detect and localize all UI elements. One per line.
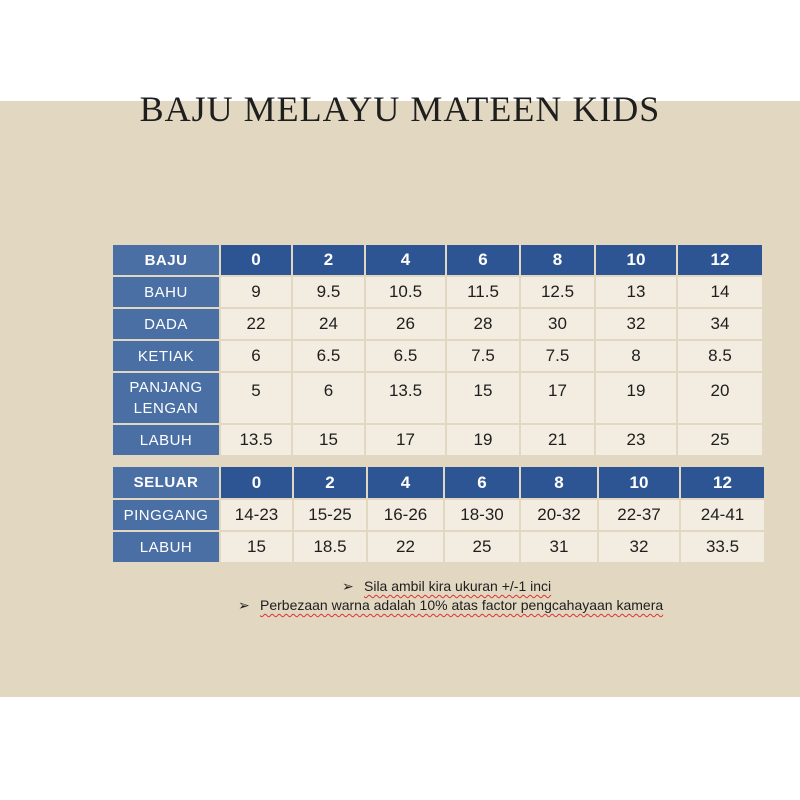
header-cell: 4: [365, 244, 446, 276]
table-cell: 15: [292, 424, 365, 456]
note-text: Sila ambil kira ukuran +/-1 inci: [364, 578, 552, 594]
table-cell: 15: [220, 531, 293, 563]
table-cell: 15: [446, 372, 520, 424]
table-cell: 34: [677, 308, 763, 340]
header-cell: 4: [367, 466, 444, 499]
table-cell: 7.5: [446, 340, 520, 372]
row-label: LABUH: [112, 531, 220, 563]
table-cell: 24: [292, 308, 365, 340]
table-row: [112, 372, 763, 424]
table-cell: 18-30: [444, 499, 520, 531]
table-cell: 17: [365, 424, 446, 456]
table-cell: 22-37: [598, 499, 680, 531]
header-cell: 8: [520, 244, 595, 276]
header-cell: 2: [292, 244, 365, 276]
table-cell: 33.5: [680, 531, 765, 563]
table-cell: 14: [677, 276, 763, 308]
table-cell: 21: [520, 424, 595, 456]
table-cell: 30: [520, 308, 595, 340]
table-cell: 5: [220, 372, 292, 424]
seluar-size-table: [111, 465, 766, 564]
table-cell: 6: [220, 340, 292, 372]
header-cell: 10: [598, 466, 680, 499]
header-cell: 0: [220, 244, 292, 276]
table-row: [112, 276, 763, 308]
row-label-line: LENGAN: [133, 400, 199, 417]
page-title: BAJU MELAYU MATEEN KIDS: [139, 89, 661, 129]
table-cell: 23: [595, 424, 677, 456]
row-label-line: PANJANG: [129, 379, 203, 396]
row-label: LABUH: [112, 424, 220, 456]
table-cell: 20-32: [520, 499, 598, 531]
table-cell: 6: [292, 372, 365, 424]
table-cell: 13: [595, 276, 677, 308]
header-cell: 2: [293, 466, 367, 499]
table-header-row: [112, 244, 763, 276]
table-cell: 8.5: [677, 340, 763, 372]
header-cell: 12: [680, 466, 765, 499]
row-label: KETIAK: [112, 340, 220, 372]
table-row: [112, 308, 763, 340]
table-cell: 15-25: [293, 499, 367, 531]
table-cell: 9.5: [292, 276, 365, 308]
table-cell: 22: [220, 308, 292, 340]
table-cell: 6.5: [292, 340, 365, 372]
table-row: [112, 499, 765, 531]
table-row: [112, 531, 765, 563]
row-label: PINGGANG: [112, 499, 220, 531]
row-label: BAHU: [112, 276, 220, 308]
table-cell: 18.5: [293, 531, 367, 563]
table-cell: 6.5: [365, 340, 446, 372]
table-cell: 10.5: [365, 276, 446, 308]
table-cell: 28: [446, 308, 520, 340]
header-cell: 6: [446, 244, 520, 276]
header-cell: 12: [677, 244, 763, 276]
table-cell: 22: [367, 531, 444, 563]
table-cell: 19: [595, 372, 677, 424]
table-cell: 9: [220, 276, 292, 308]
header-cell: 0: [220, 466, 293, 499]
baju-size-table: [111, 243, 764, 457]
table-cell: 7.5: [520, 340, 595, 372]
note-text: Perbezaan warna adalah 10% atas factor pengcahayaan kamera: [260, 597, 664, 613]
table-cell: 13.5: [220, 424, 292, 456]
header-cell: SELUAR: [112, 466, 220, 499]
table-cell: 17: [520, 372, 595, 424]
table-cell: 32: [598, 531, 680, 563]
note-item: [238, 597, 663, 614]
arrow-bullet-icon: ➢: [342, 578, 354, 594]
table-cell: 25: [677, 424, 763, 456]
table-header-row: [112, 466, 765, 499]
table-cell: 8: [595, 340, 677, 372]
table-cell: 25: [444, 531, 520, 563]
table-cell: 14-23: [220, 499, 293, 531]
table-cell: 13.5: [365, 372, 446, 424]
table-cell: 19: [446, 424, 520, 456]
header-cell: BAJU: [112, 244, 220, 276]
row-label: [112, 372, 220, 424]
table-row: [112, 340, 763, 372]
header-cell: 6: [444, 466, 520, 499]
row-label: DADA: [112, 308, 220, 340]
table-cell: 24-41: [680, 499, 765, 531]
table-cell: 20: [677, 372, 763, 424]
table-cell: 11.5: [446, 276, 520, 308]
arrow-bullet-icon: ➢: [238, 597, 250, 613]
header-cell: 10: [595, 244, 677, 276]
table-cell: 26: [365, 308, 446, 340]
table-cell: 16-26: [367, 499, 444, 531]
note-item: [342, 578, 551, 595]
table-cell: 12.5: [520, 276, 595, 308]
table-cell: 32: [595, 308, 677, 340]
table-cell: 31: [520, 531, 598, 563]
header-cell: 8: [520, 466, 598, 499]
table-row: [112, 424, 763, 456]
